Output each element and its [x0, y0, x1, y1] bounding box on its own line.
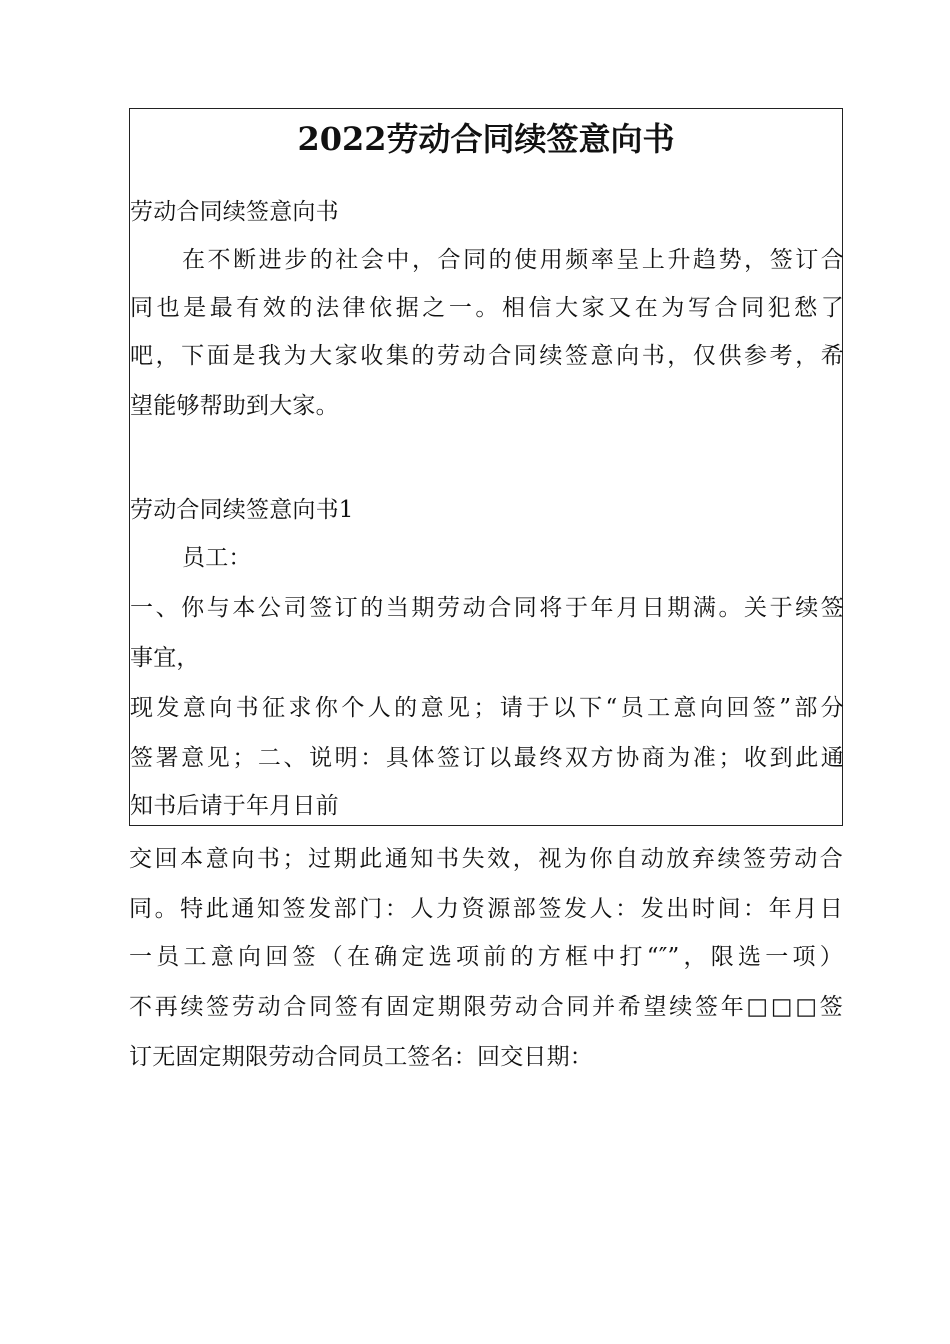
body-line-5: 知书后请于年月日前 [130, 793, 339, 819]
intro-line-3: 吧，下面是我为大家收集的劳动合同续签意向书，仅供参考，希 [130, 343, 844, 369]
body-line-3: 现发意向书征求你个人的意见；请于以下“员工意向回签”部分 [130, 695, 844, 721]
salutation: 员工： [182, 545, 252, 571]
body-line-2: 事宜， [130, 645, 200, 671]
intro-line-4: 望能够帮助到大家。 [130, 393, 339, 419]
after-line-3: 一员工意向回签（在确定选项前的方框中打“″”，限选一项） [129, 944, 843, 970]
body-line-4: 签署意见；二、说明：具体签订以最终双方协商为准；收到此通 [130, 745, 844, 771]
after-line-1: 交回本意向书；过期此通知书失效，视为你自动放弃续签劳动合 [129, 846, 843, 872]
document-title: 2022劳动合同续签意向书 [297, 120, 675, 158]
body-line-1: 一、你与本公司签订的当期劳动合同将于年月日期满。关于续签 [130, 595, 844, 621]
bordered-content-box [129, 108, 843, 826]
section-heading: 劳动合同续签意向书1 [130, 497, 354, 523]
intro-line-2: 同也是最有效的法律依据之一。相信大家又在为写合同犯愁了 [130, 295, 844, 321]
after-line-4: 不再续签劳动合同签有固定期限劳动合同并希望续签年□□□签 [129, 994, 843, 1020]
subtitle: 劳动合同续签意向书 [130, 199, 339, 225]
after-line-5: 订无固定期限劳动合同员工签名：回交日期： [129, 1044, 593, 1070]
intro-line-1: 在不断进步的社会中，合同的使用频率呈上升趋势，签订合 [182, 247, 844, 273]
after-line-2: 同。特此通知签发部门：人力资源部签发人：发出时间：年月日 [129, 896, 843, 922]
